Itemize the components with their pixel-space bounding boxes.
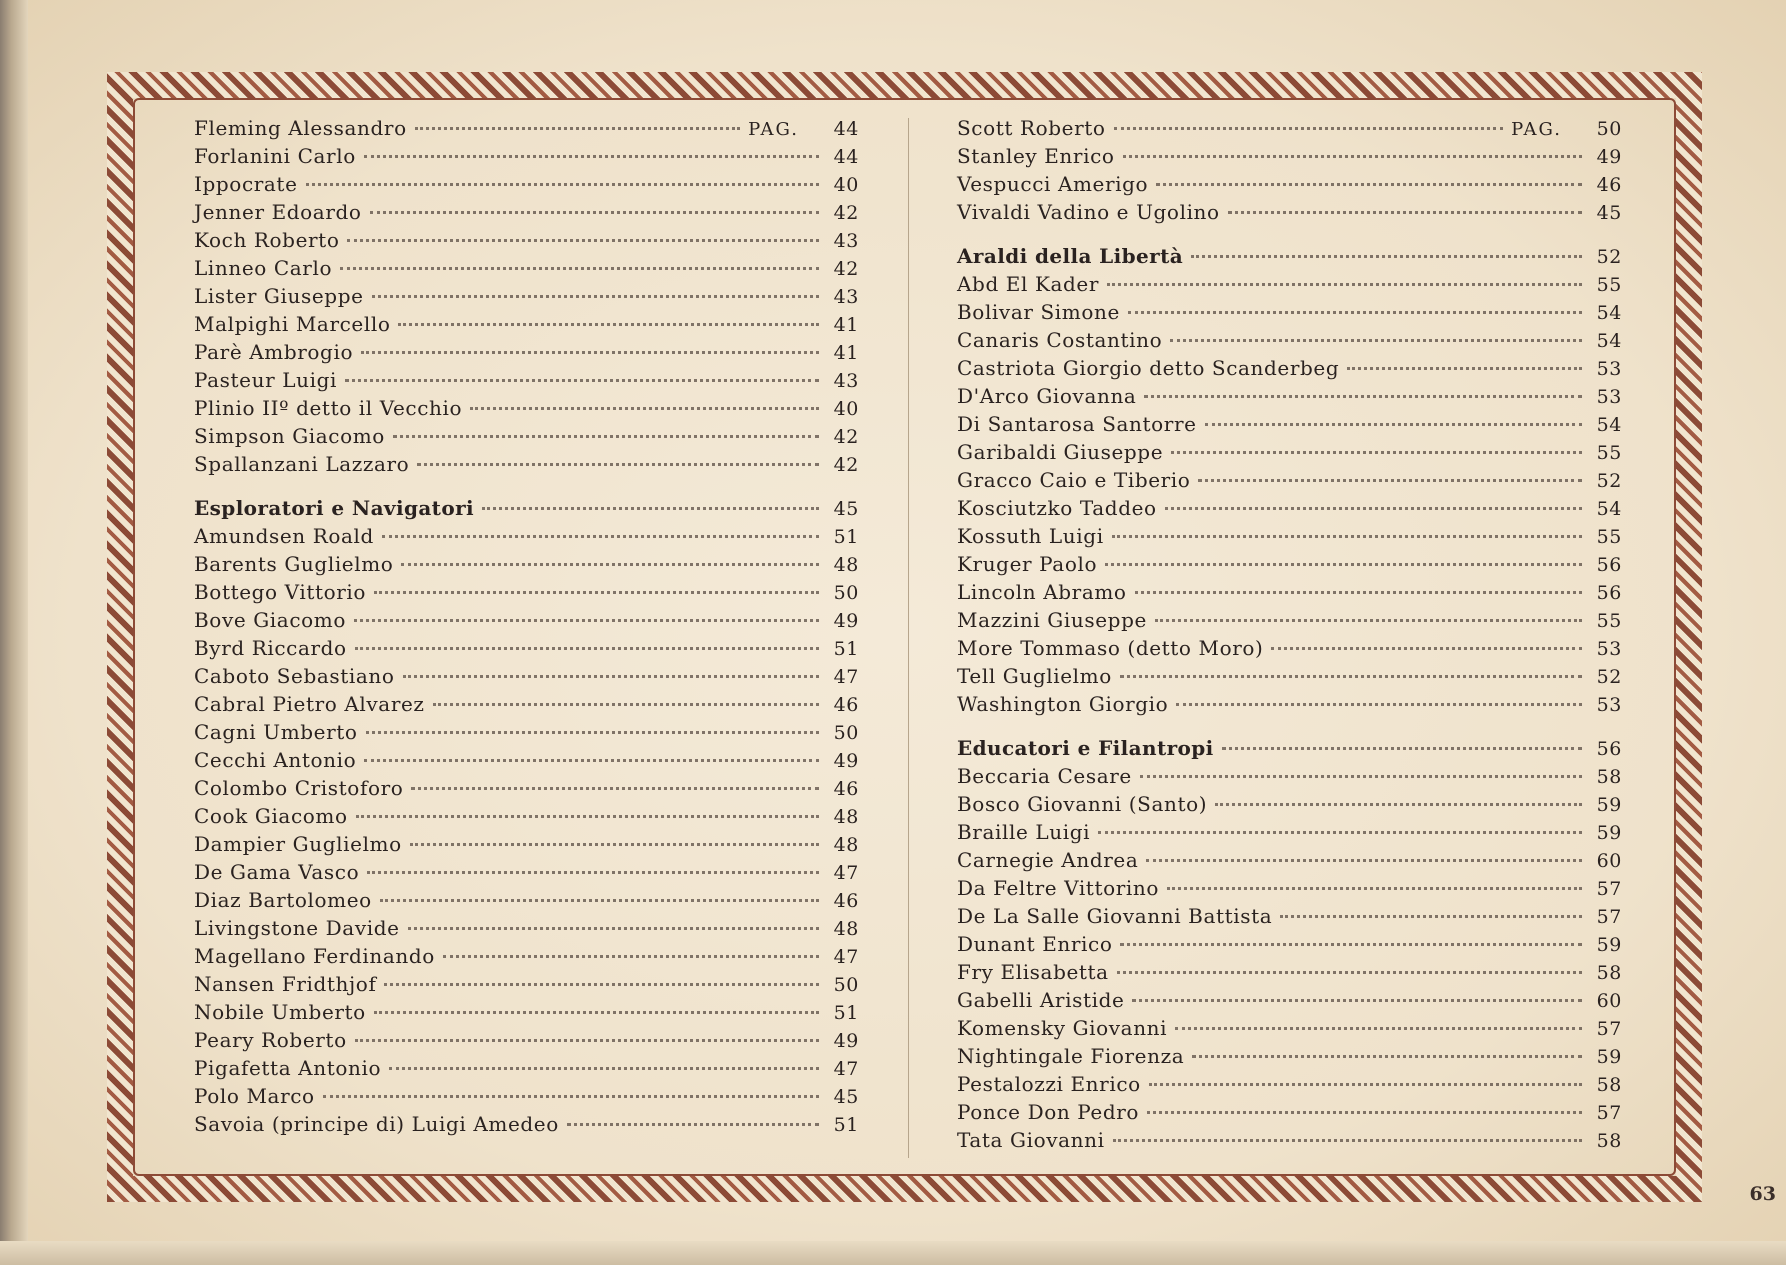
entry-page-number: 45 <box>833 498 859 520</box>
section-gap <box>957 720 1622 736</box>
entry-page-number: 59 <box>1596 794 1622 816</box>
entry-page-number: 49 <box>833 610 859 632</box>
dot-leader <box>384 982 819 986</box>
entry-page-number: 56 <box>1596 738 1622 760</box>
index-entry <box>957 412 1622 440</box>
entry-name: Plinio IIº detto il Vecchio <box>194 396 463 420</box>
entry-page-number: 56 <box>1596 582 1622 604</box>
section-gap <box>957 228 1622 244</box>
index-entry <box>957 384 1622 412</box>
entry-page-number: 51 <box>833 1002 859 1024</box>
index-entry <box>194 608 859 636</box>
index-entry <box>194 776 859 804</box>
dot-leader <box>1098 830 1582 834</box>
entry-page-number: 51 <box>833 1114 859 1136</box>
dot-leader <box>345 378 819 382</box>
entry-page-number: 53 <box>1596 386 1622 408</box>
entry-page-number: 54 <box>1596 498 1622 520</box>
dot-leader <box>1198 478 1582 482</box>
dot-leader <box>1215 802 1582 806</box>
entry-page-number: 50 <box>833 722 859 744</box>
entry-name: Braille Luigi <box>957 820 1091 844</box>
dot-leader <box>374 590 819 594</box>
index-entry <box>957 1016 1622 1044</box>
entry-page-number: 48 <box>833 834 859 856</box>
entry-page-number: 44 <box>833 118 859 140</box>
index-entry <box>957 692 1622 720</box>
entry-page-number: 55 <box>1596 274 1622 296</box>
index-entry <box>957 440 1622 468</box>
entry-name: Lister Giuseppe <box>194 284 364 308</box>
dot-leader <box>1120 942 1582 946</box>
dot-leader <box>389 1066 819 1070</box>
entry-name: Garibaldi Giuseppe <box>957 440 1164 464</box>
dot-leader <box>372 294 819 298</box>
index-entry <box>957 496 1622 524</box>
dot-leader <box>356 814 819 818</box>
entry-page-number: 58 <box>1596 766 1622 788</box>
entry-page-number: 42 <box>833 454 859 476</box>
dot-leader <box>415 126 740 130</box>
entry-page-number: 47 <box>833 666 859 688</box>
index-entry <box>194 340 859 368</box>
entry-name: Tata Giovanni <box>957 1128 1105 1152</box>
dot-leader <box>482 506 819 510</box>
entry-page-number: 42 <box>833 202 859 224</box>
entry-name: Vespucci Amerigo <box>957 172 1149 196</box>
entry-page-number: 43 <box>833 370 859 392</box>
index-entry <box>194 972 859 1000</box>
dot-leader <box>323 1094 819 1098</box>
entry-name: Caboto Sebastiano <box>194 664 395 688</box>
entry-page-number: 57 <box>1596 1102 1622 1124</box>
entry-page-number: 54 <box>1596 414 1622 436</box>
index-entry <box>194 172 859 200</box>
book-spine <box>0 0 28 1265</box>
dot-leader <box>401 562 819 566</box>
index-entry <box>957 524 1622 552</box>
index-entry <box>194 1084 859 1112</box>
entry-name: Fleming Alessandro <box>194 116 407 140</box>
dot-leader <box>1222 746 1582 750</box>
dot-leader <box>1140 774 1582 778</box>
dot-leader <box>1271 646 1582 650</box>
entry-name: Vivaldi Vadino e Ugolino <box>957 200 1220 224</box>
entry-name: Abd El Kader <box>957 272 1100 296</box>
entry-name: Peary Roberto <box>194 1028 347 1052</box>
index-entry <box>957 144 1622 172</box>
dot-leader <box>370 210 819 214</box>
entry-page-number: 57 <box>1596 906 1622 928</box>
dot-leader <box>1144 394 1582 398</box>
entry-name: Di Santarosa Santorre <box>957 412 1197 436</box>
entry-name: Pigafetta Antonio <box>194 1056 382 1080</box>
entry-page-number: 47 <box>833 946 859 968</box>
index-entry <box>957 272 1622 300</box>
entry-page-number: 56 <box>1596 554 1622 576</box>
dot-leader <box>355 1038 819 1042</box>
entry-name: Pasteur Luigi <box>194 368 337 392</box>
entry-page-number: 58 <box>1596 962 1622 984</box>
entry-page-number: 59 <box>1596 1046 1622 1068</box>
section-title: Educatori e Filantropi <box>957 736 1214 760</box>
index-entry <box>957 608 1622 636</box>
index-entry <box>194 452 859 480</box>
entry-page-number: 49 <box>833 750 859 772</box>
index-entry <box>957 904 1622 932</box>
entry-name: Dampier Guglielmo <box>194 832 402 856</box>
entry-name: De La Salle Giovanni Battista <box>957 904 1273 928</box>
entry-page-number: 45 <box>833 1086 859 1108</box>
section-heading <box>957 736 1622 764</box>
dot-leader <box>361 350 819 354</box>
entry-page-number: 45 <box>1596 202 1622 224</box>
entry-name: Bottego Vittorio <box>194 580 367 604</box>
entry-page-number: 57 <box>1596 1018 1622 1040</box>
entry-page-number: 43 <box>833 286 859 308</box>
entry-name: Parè Ambrogio <box>194 340 354 364</box>
entry-name: Cabral Pietro Alvarez <box>194 692 425 716</box>
dot-leader <box>1114 126 1504 130</box>
dot-leader <box>1117 970 1582 974</box>
entry-name: More Tommaso (detto Moro) <box>957 636 1264 660</box>
entry-page-number: 40 <box>833 174 859 196</box>
entry-page-number: 58 <box>1596 1074 1622 1096</box>
dot-leader <box>374 1010 819 1014</box>
dot-leader <box>1155 618 1582 622</box>
entry-name: Simpson Giacomo <box>194 424 385 448</box>
index-entry <box>194 228 859 256</box>
pag-label: PAG. <box>1511 119 1562 140</box>
entry-name: Komensky Giovanni <box>957 1016 1168 1040</box>
index-entry <box>957 1044 1622 1072</box>
dot-leader <box>417 462 819 466</box>
dot-leader <box>1120 674 1582 678</box>
index-entry <box>957 932 1622 960</box>
dot-leader <box>1149 1082 1582 1086</box>
index-entry <box>957 664 1622 692</box>
index-entry <box>194 1056 859 1084</box>
entry-page-number: 46 <box>833 694 859 716</box>
entry-page-number: 51 <box>833 638 859 660</box>
dot-leader <box>1191 254 1582 258</box>
entry-name: Fry Elisabetta <box>957 960 1109 984</box>
entry-page-number: 53 <box>1596 694 1622 716</box>
entry-name: Barents Guglielmo <box>194 552 394 576</box>
entry-page-number: 50 <box>833 582 859 604</box>
entry-name: Cook Giacomo <box>194 804 348 828</box>
dot-leader <box>380 898 819 902</box>
entry-name: D'Arco Giovanna <box>957 384 1137 408</box>
entry-page-number: 48 <box>833 918 859 940</box>
page-edge <box>0 1241 1786 1265</box>
index-entry <box>957 552 1622 580</box>
dot-leader <box>1132 998 1582 1002</box>
entry-page-number: 50 <box>833 974 859 996</box>
entry-page-number: 52 <box>1596 666 1622 688</box>
entry-page-number: 53 <box>1596 358 1622 380</box>
page-number: 63 <box>1749 1183 1776 1205</box>
entry-name: Linneo Carlo <box>194 256 333 280</box>
dot-leader <box>1112 534 1582 538</box>
index-entry <box>194 1028 859 1056</box>
section-title: Araldi della Libertà <box>957 244 1184 268</box>
index-entry <box>194 580 859 608</box>
entry-page-number: 42 <box>833 258 859 280</box>
entry-name: Castriota Giorgio detto Scanderbeg <box>957 356 1340 380</box>
dot-leader <box>306 182 819 186</box>
entry-name: Nansen Fridthjof <box>194 972 377 996</box>
index-entry <box>957 876 1622 904</box>
entry-name: Malpighi Marcello <box>194 312 391 336</box>
index-entry <box>194 116 859 144</box>
entry-page-number: 49 <box>1596 146 1622 168</box>
entry-page-number: 46 <box>1596 174 1622 196</box>
dot-leader <box>1113 1138 1582 1142</box>
index-entry <box>957 960 1622 988</box>
dot-leader <box>1175 1026 1582 1030</box>
dot-leader <box>1128 310 1582 314</box>
entry-page-number: 40 <box>833 398 859 420</box>
index-entry <box>957 1100 1622 1128</box>
entry-page-number: 43 <box>833 230 859 252</box>
index-entry <box>194 720 859 748</box>
dot-leader <box>1228 210 1582 214</box>
index-entry <box>194 804 859 832</box>
entry-name: Savoia (principe di) Luigi Amedeo <box>194 1112 559 1136</box>
dot-leader <box>1170 338 1582 342</box>
entry-name: Scott Roberto <box>957 116 1106 140</box>
index-entry <box>194 888 859 916</box>
entry-name: Carnegie Andrea <box>957 848 1139 872</box>
entry-page-number: 59 <box>1596 822 1622 844</box>
index-entry <box>957 820 1622 848</box>
entry-page-number: 60 <box>1596 990 1622 1012</box>
dot-leader <box>340 266 819 270</box>
dot-leader <box>367 870 819 874</box>
entry-name: Amundsen Roald <box>194 524 374 548</box>
entry-name: Cecchi Antonio <box>194 748 357 772</box>
index-entry <box>957 328 1622 356</box>
entry-name: Magellano Ferdinando <box>194 944 435 968</box>
dot-leader <box>433 702 819 706</box>
dot-leader <box>1280 914 1582 918</box>
dot-leader <box>411 786 819 790</box>
entry-page-number: 47 <box>833 862 859 884</box>
entry-page-number: 57 <box>1596 878 1622 900</box>
section-heading <box>194 496 859 524</box>
index-entry <box>957 1072 1622 1100</box>
index-entry <box>194 748 859 776</box>
entry-name: Koch Roberto <box>194 228 340 252</box>
dot-leader <box>410 842 819 846</box>
entry-page-number: 54 <box>1596 330 1622 352</box>
index-entry <box>194 944 859 972</box>
index-entry <box>194 636 859 664</box>
index-column-right <box>957 116 1622 1156</box>
entry-name: De Gama Vasco <box>194 860 360 884</box>
dot-leader <box>1146 858 1582 862</box>
entry-name: Pestalozzi Enrico <box>957 1072 1141 1096</box>
entry-name: Jenner Edoardo <box>194 200 362 224</box>
entry-page-number: 48 <box>833 554 859 576</box>
entry-name: Nightingale Fiorenza <box>957 1044 1185 1068</box>
index-entry <box>194 1000 859 1028</box>
pag-label: PAG. <box>748 119 799 140</box>
entry-name: Spallanzani Lazzaro <box>194 452 410 476</box>
index-entry <box>957 172 1622 200</box>
entry-name: Ponce Don Pedro <box>957 1100 1140 1124</box>
entry-name: Kruger Paolo <box>957 552 1098 576</box>
index-entry <box>194 524 859 552</box>
entry-name: Diaz Bartolomeo <box>194 888 372 912</box>
entry-page-number: 55 <box>1596 442 1622 464</box>
dot-leader <box>364 154 819 158</box>
index-entry <box>194 256 859 284</box>
index-entry <box>957 580 1622 608</box>
dot-leader <box>354 618 819 622</box>
index-entry <box>194 1112 859 1140</box>
dot-leader <box>1147 1110 1582 1114</box>
dot-leader <box>398 322 819 326</box>
entry-name: Nobile Umberto <box>194 1000 366 1024</box>
entry-name: Kossuth Luigi <box>957 524 1104 548</box>
dot-leader <box>443 954 819 958</box>
column-divider <box>908 118 909 1158</box>
dot-leader <box>366 730 819 734</box>
section-title: Esploratori e Navigatori <box>194 496 475 520</box>
dot-leader <box>1176 702 1582 706</box>
entry-page-number: 55 <box>1596 610 1622 632</box>
entry-name: Lincoln Abramo <box>957 580 1127 604</box>
index-entry <box>957 200 1622 228</box>
dot-leader <box>1205 422 1582 426</box>
section-heading <box>957 244 1622 272</box>
index-entry <box>194 284 859 312</box>
dot-leader <box>1171 450 1582 454</box>
entry-page-number: 60 <box>1596 850 1622 872</box>
dot-leader <box>567 1122 819 1126</box>
index-entry <box>957 988 1622 1016</box>
entry-page-number: 44 <box>833 146 859 168</box>
index-entry <box>957 1128 1622 1156</box>
entry-name: Colombo Cristoforo <box>194 776 404 800</box>
index-entry <box>194 552 859 580</box>
index-entry <box>194 396 859 424</box>
entry-name: Kosciutzko Taddeo <box>957 496 1157 520</box>
index-entry <box>194 144 859 172</box>
entry-page-number: 50 <box>1596 118 1622 140</box>
entry-name: Mazzini Giuseppe <box>957 608 1147 632</box>
entry-page-number: 58 <box>1596 1130 1622 1152</box>
dot-leader <box>1135 590 1582 594</box>
index-entry <box>957 636 1622 664</box>
entry-page-number: 47 <box>833 1058 859 1080</box>
dot-leader <box>393 434 819 438</box>
entry-name: Tell Guglielmo <box>957 664 1112 688</box>
index-entry <box>194 860 859 888</box>
dot-leader <box>1347 366 1582 370</box>
entry-name: Byrd Riccardo <box>194 636 347 660</box>
entry-name: Cagni Umberto <box>194 720 358 744</box>
index-entry <box>957 356 1622 384</box>
index-entry <box>957 764 1622 792</box>
entry-page-number: 52 <box>1596 246 1622 268</box>
entry-page-number: 42 <box>833 426 859 448</box>
entry-page-number: 41 <box>833 314 859 336</box>
index-entry <box>194 368 859 396</box>
dot-leader <box>364 758 819 762</box>
entry-name: Bove Giacomo <box>194 608 346 632</box>
index-entry <box>194 664 859 692</box>
entry-page-number: 48 <box>833 806 859 828</box>
entry-name: Bolivar Simone <box>957 300 1120 324</box>
dot-leader <box>470 406 819 410</box>
dot-leader <box>355 646 819 650</box>
dot-leader <box>408 926 819 930</box>
index-entry <box>194 832 859 860</box>
entry-name: Gracco Caio e Tiberio <box>957 468 1191 492</box>
dot-leader <box>1192 1054 1582 1058</box>
entry-page-number: 55 <box>1596 526 1622 548</box>
dot-leader <box>1123 154 1582 158</box>
entry-name: Livingstone Davide <box>194 916 400 940</box>
entry-name: Polo Marco <box>194 1084 315 1108</box>
entry-name: Beccaria Cesare <box>957 764 1132 788</box>
index-entry <box>194 916 859 944</box>
dot-leader <box>1105 562 1582 566</box>
dot-leader <box>382 534 819 538</box>
entry-name: Canaris Costantino <box>957 328 1163 352</box>
dot-leader <box>1167 886 1582 890</box>
entry-page-number: 52 <box>1596 470 1622 492</box>
index-entry <box>957 300 1622 328</box>
index-entry <box>957 468 1622 496</box>
index-column-left <box>194 116 859 1140</box>
index-entry <box>957 116 1622 144</box>
section-gap <box>194 480 859 496</box>
index-entry <box>194 200 859 228</box>
dot-leader <box>1165 506 1582 510</box>
entry-name: Dunant Enrico <box>957 932 1113 956</box>
index-entry <box>957 792 1622 820</box>
entry-page-number: 59 <box>1596 934 1622 956</box>
entry-page-number: 49 <box>833 1030 859 1052</box>
entry-page-number: 46 <box>833 890 859 912</box>
index-entry <box>194 312 859 340</box>
dot-leader <box>403 674 819 678</box>
entry-page-number: 46 <box>833 778 859 800</box>
entry-page-number: 53 <box>1596 638 1622 660</box>
entry-name: Ippocrate <box>194 172 298 196</box>
entry-name: Gabelli Aristide <box>957 988 1125 1012</box>
index-entry <box>194 424 859 452</box>
entry-name: Stanley Enrico <box>957 144 1115 168</box>
entry-page-number: 41 <box>833 342 859 364</box>
dot-leader <box>1107 282 1582 286</box>
entry-name: Forlanini Carlo <box>194 144 356 168</box>
entry-name: Washington Giorgio <box>957 692 1169 716</box>
index-entry <box>957 848 1622 876</box>
entry-name: Da Feltre Vittorino <box>957 876 1160 900</box>
entry-name: Bosco Giovanni (Santo) <box>957 792 1208 816</box>
dot-leader <box>1156 182 1582 186</box>
dot-leader <box>347 238 819 242</box>
entry-page-number: 51 <box>833 526 859 548</box>
index-entry <box>194 692 859 720</box>
entry-page-number: 54 <box>1596 302 1622 324</box>
